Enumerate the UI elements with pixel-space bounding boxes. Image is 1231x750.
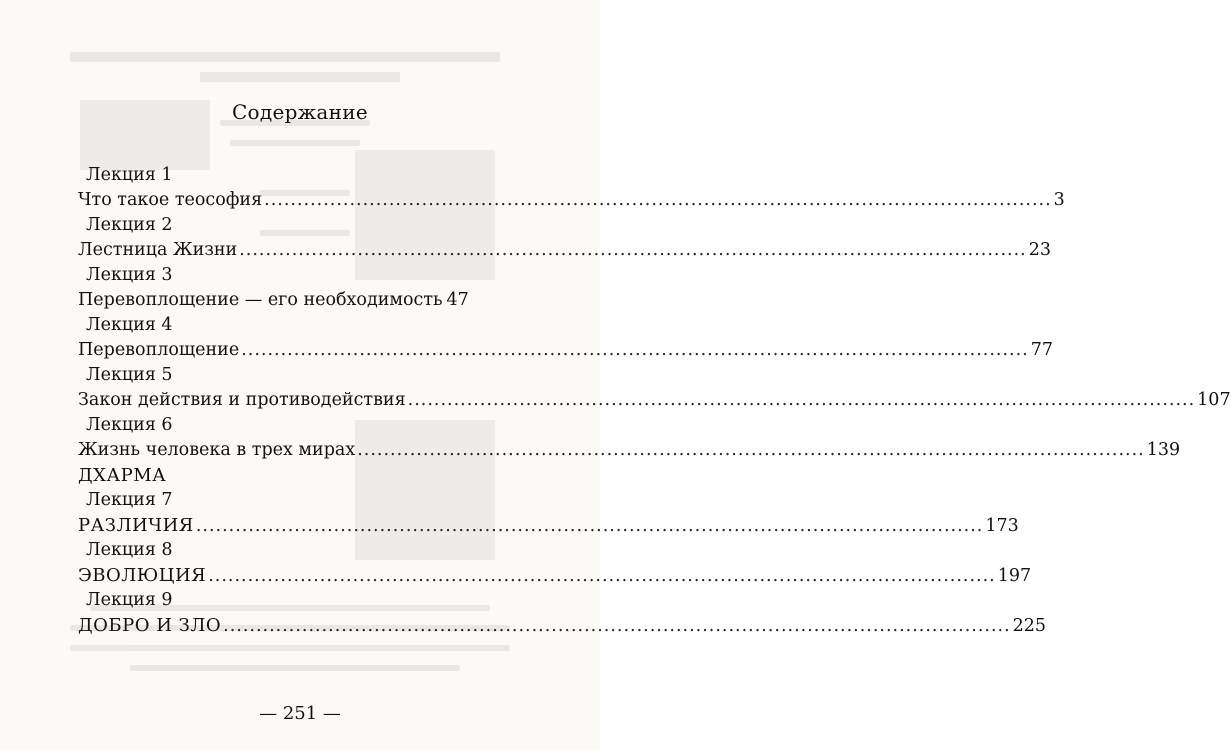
toc-section-heading — [78, 463, 458, 488]
toc-entry — [78, 388, 1231, 413]
toc-lecture-label: Лекция 4 — [86, 315, 173, 335]
leader-dots: ........................................................................................................................ — [407, 390, 1196, 410]
toc-entry-title: РАЗЛИЧИЯ — [78, 515, 194, 536]
toc-entry-page: 107 — [1197, 390, 1231, 410]
toc-lecture-label: Лекция 6 — [86, 415, 173, 435]
toc-entry-page: 23 — [1028, 240, 1052, 260]
toc-entry-title: Что такое теософия — [78, 190, 263, 210]
page-number: — 251 — — [259, 703, 341, 724]
toc-lecture-label: Лекция 8 — [86, 540, 173, 560]
toc-section-title: ДХАРМА — [78, 465, 167, 486]
toc-entry-page: 197 — [997, 566, 1032, 586]
leader-dots: ........................................................................................................................ — [357, 440, 1145, 460]
table-of-contents — [78, 163, 1231, 638]
leader-dots: ........................................................................................................................ — [241, 340, 1029, 360]
toc-entry — [78, 513, 1019, 538]
toc-lecture-label: Лекция 1 — [86, 165, 173, 185]
toc-entry-title: ЭВОЛЮЦИЯ — [78, 565, 207, 586]
toc-entry — [78, 613, 1047, 638]
toc-entry-page: 173 — [985, 516, 1019, 536]
toc-lecture-label: Лекция 2 — [86, 215, 173, 235]
toc-lecture-label: Лекция 7 — [86, 490, 173, 510]
leader-dots: ........................................................................................................................ — [264, 190, 1052, 210]
toc-entry — [78, 238, 1052, 263]
toc-lecture-label: Лекция 9 — [86, 590, 173, 610]
toc-entry-title: Лестница Жизни — [78, 240, 238, 260]
toc-lecture-label: Лекция 3 — [86, 265, 173, 285]
leader-dots: ........................................................................................................................ — [208, 566, 996, 586]
toc-entry — [78, 338, 1054, 363]
toc-entry-page: 77 — [1030, 340, 1054, 360]
leader-dots: ........................................................................................................................ — [239, 240, 1027, 260]
toc-entry-page: 3 — [1053, 190, 1065, 210]
toc-entry — [78, 288, 469, 313]
toc-entry — [78, 188, 1065, 213]
page-title: Содержание — [231, 100, 369, 124]
leader-dots: ........................................................................................................................ — [223, 616, 1011, 636]
leader-dots: ........................................................................................................................ — [195, 516, 984, 536]
toc-entry-page: 47 — [446, 290, 469, 310]
toc-entry — [78, 563, 1032, 588]
toc-entry-title: ДОБРО И ЗЛО — [78, 615, 222, 636]
toc-entry-title: Перевоплощение — его необходимость — [78, 290, 443, 310]
toc-entry — [78, 438, 1181, 463]
toc-entry-title: Перевоплощение — [78, 340, 240, 360]
toc-entry-title: Закон действия и противодействия — [78, 390, 406, 410]
toc-entry-page: 225 — [1012, 616, 1047, 636]
toc-entry-title: Жизнь человека в трех мирах — [78, 440, 356, 460]
toc-lecture-label: Лекция 5 — [86, 365, 173, 385]
toc-entry-page: 139 — [1146, 440, 1181, 460]
